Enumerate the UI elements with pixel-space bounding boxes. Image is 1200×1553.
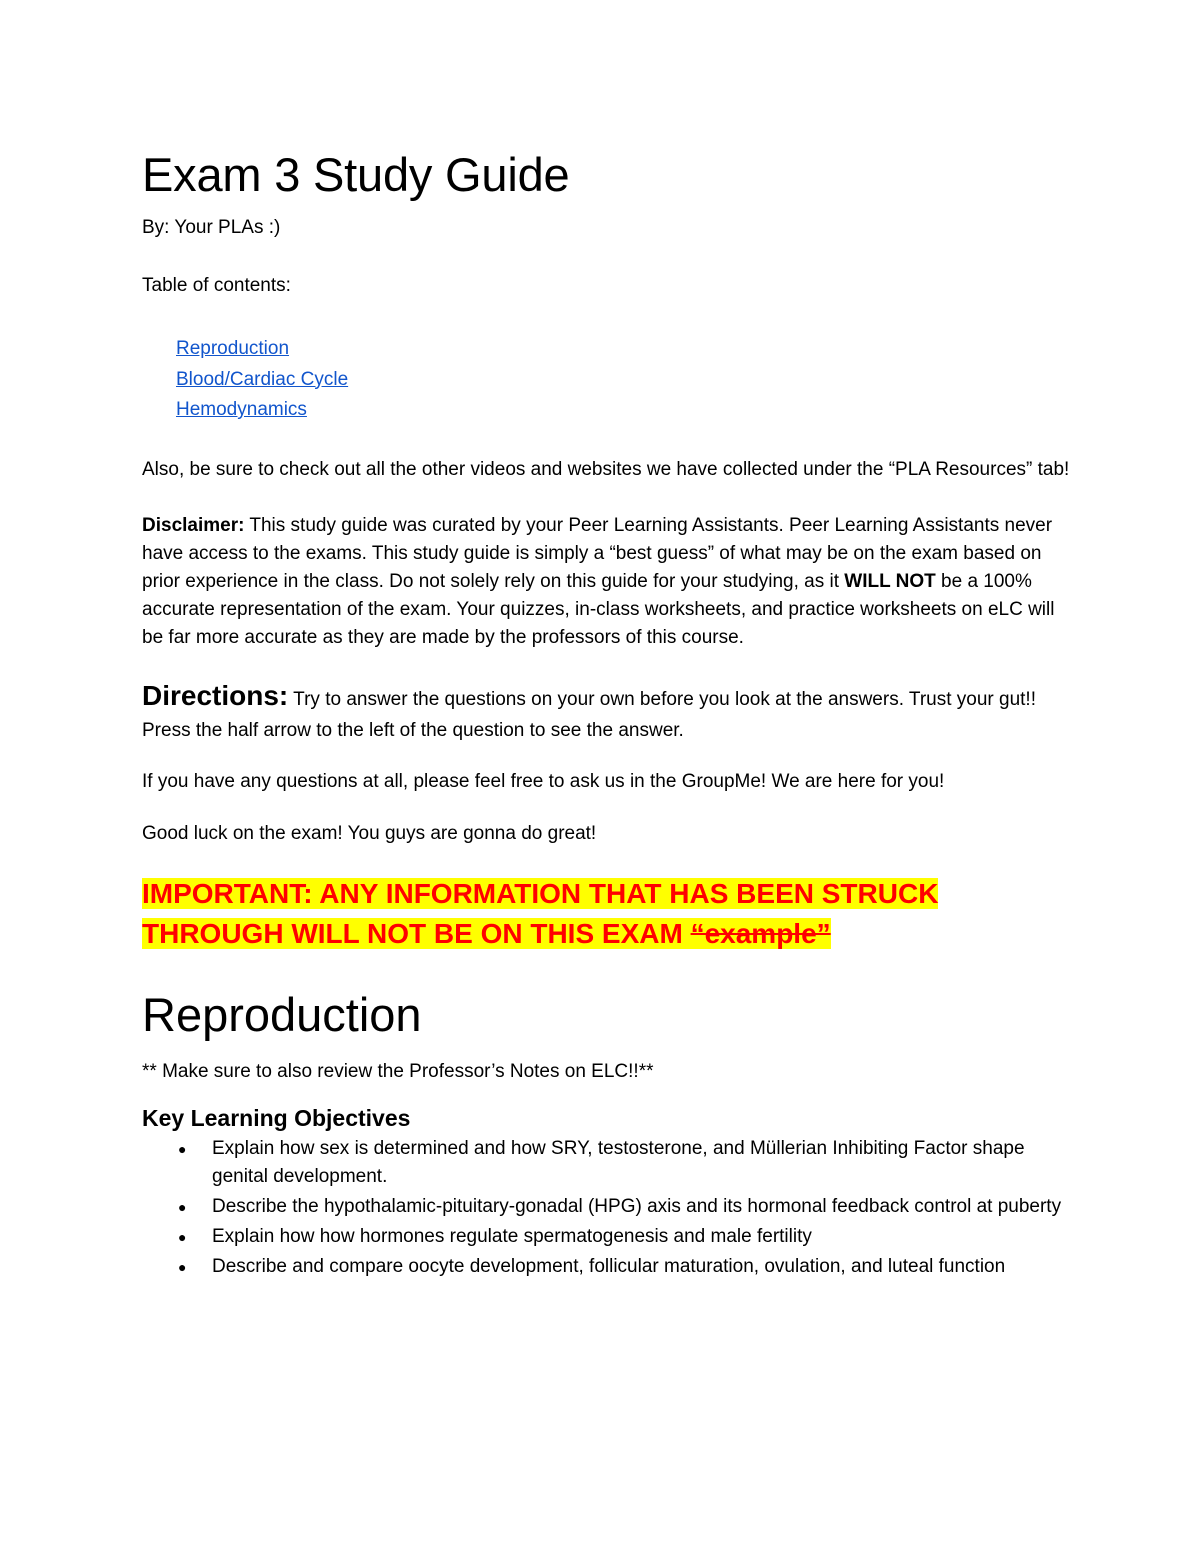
- disclaimer-paragraph: [142, 512, 1072, 652]
- toc-link-hemodynamics[interactable]: Hemodynamics: [176, 399, 307, 420]
- list-item: [178, 1222, 1072, 1252]
- objectives-list: [142, 1134, 1072, 1282]
- objective-text: Explain how how hormones regulate spermatogenesis and male fertility: [212, 1225, 812, 1247]
- good-luck-note: Good luck on the exam! You guys are gonna do great!: [142, 822, 597, 844]
- list-item: [178, 1192, 1072, 1222]
- review-note: ** Make sure to also review the Professor’s Notes on ELC!!**: [142, 1060, 654, 1082]
- questions-note: If you have any questions at all, please feel free to ask us in the GroupMe! We are here for you!: [142, 770, 945, 792]
- toc-item: [176, 334, 1072, 365]
- disclaimer-text-after: be a 100% accurate representation of the exam. Your quizzes, in-class worksheets, and practice worksheets on eLC will be far more accurate as they are made by the professors of this course.: [142, 570, 1055, 648]
- section-heading-reproduction: Reproduction: [142, 987, 422, 1041]
- objective-text: Describe and compare oocyte development, follicular maturation, ovulation, and luteal function: [212, 1255, 1006, 1277]
- directions-paragraph: [142, 680, 1072, 746]
- table-of-contents: [176, 334, 1072, 426]
- important-notice: [142, 874, 1072, 954]
- bullet-icon: ●: [178, 1228, 187, 1245]
- bullet-icon: ●: [178, 1198, 187, 1215]
- toc-link-blood-cardiac-cycle[interactable]: Blood/Cardiac Cycle: [176, 368, 349, 390]
- objective-text: Explain how sex is determined and how SRY, testosterone, and Müllerian Inhibiting Factor shape genital development.: [212, 1137, 1025, 1187]
- resources-note: Also, be sure to check out all the other videos and websites we have collected under the “PLA Resources” tab!: [142, 458, 1070, 480]
- important-text: IMPORTANT: ANY INFORMATION THAT HAS BEEN STRUCK THROUGH WILL NOT BE ON THIS EXAM: [142, 877, 939, 949]
- directions-label: Directions:: [142, 679, 289, 711]
- directions-text: Try to answer the questions on your own before you look at the answers. Trust your gut!! Press the half arrow to the left of the question to see the answer.: [142, 688, 1036, 741]
- toc-item: [176, 395, 1072, 426]
- bullet-icon: ●: [178, 1258, 187, 1275]
- objective-text: Describe the hypothalamic-pituitary-gonadal (HPG) axis and its hormonal feedback control at puberty: [212, 1195, 1062, 1217]
- disclaimer-bold-text: WILL NOT: [844, 570, 936, 592]
- disclaimer-text-before: This study guide was curated by your Peer Learning Assistants. Peer Learning Assistants never have access to the exams. This study guide is simply a “best guess” of what may be on the exam based on prior experience in the class. Do not solely rely on this guide for your studying, as it: [142, 514, 1053, 592]
- toc-link-reproduction[interactable]: Reproduction: [176, 338, 290, 359]
- bullet-icon: ●: [178, 1140, 187, 1157]
- byline: By: Your PLAs :): [142, 217, 281, 238]
- disclaimer-label: Disclaimer:: [142, 514, 245, 536]
- document-page: [142, 140, 1072, 1282]
- struck-example: “example”: [690, 917, 831, 949]
- toc-item: [176, 365, 1072, 396]
- list-item: [178, 1252, 1072, 1282]
- document-title: Exam 3 Study Guide: [142, 148, 570, 201]
- objectives-heading: Key Learning Objectives: [142, 1104, 411, 1131]
- list-item: [178, 1134, 1072, 1192]
- toc-label: Table of contents:: [142, 275, 291, 296]
